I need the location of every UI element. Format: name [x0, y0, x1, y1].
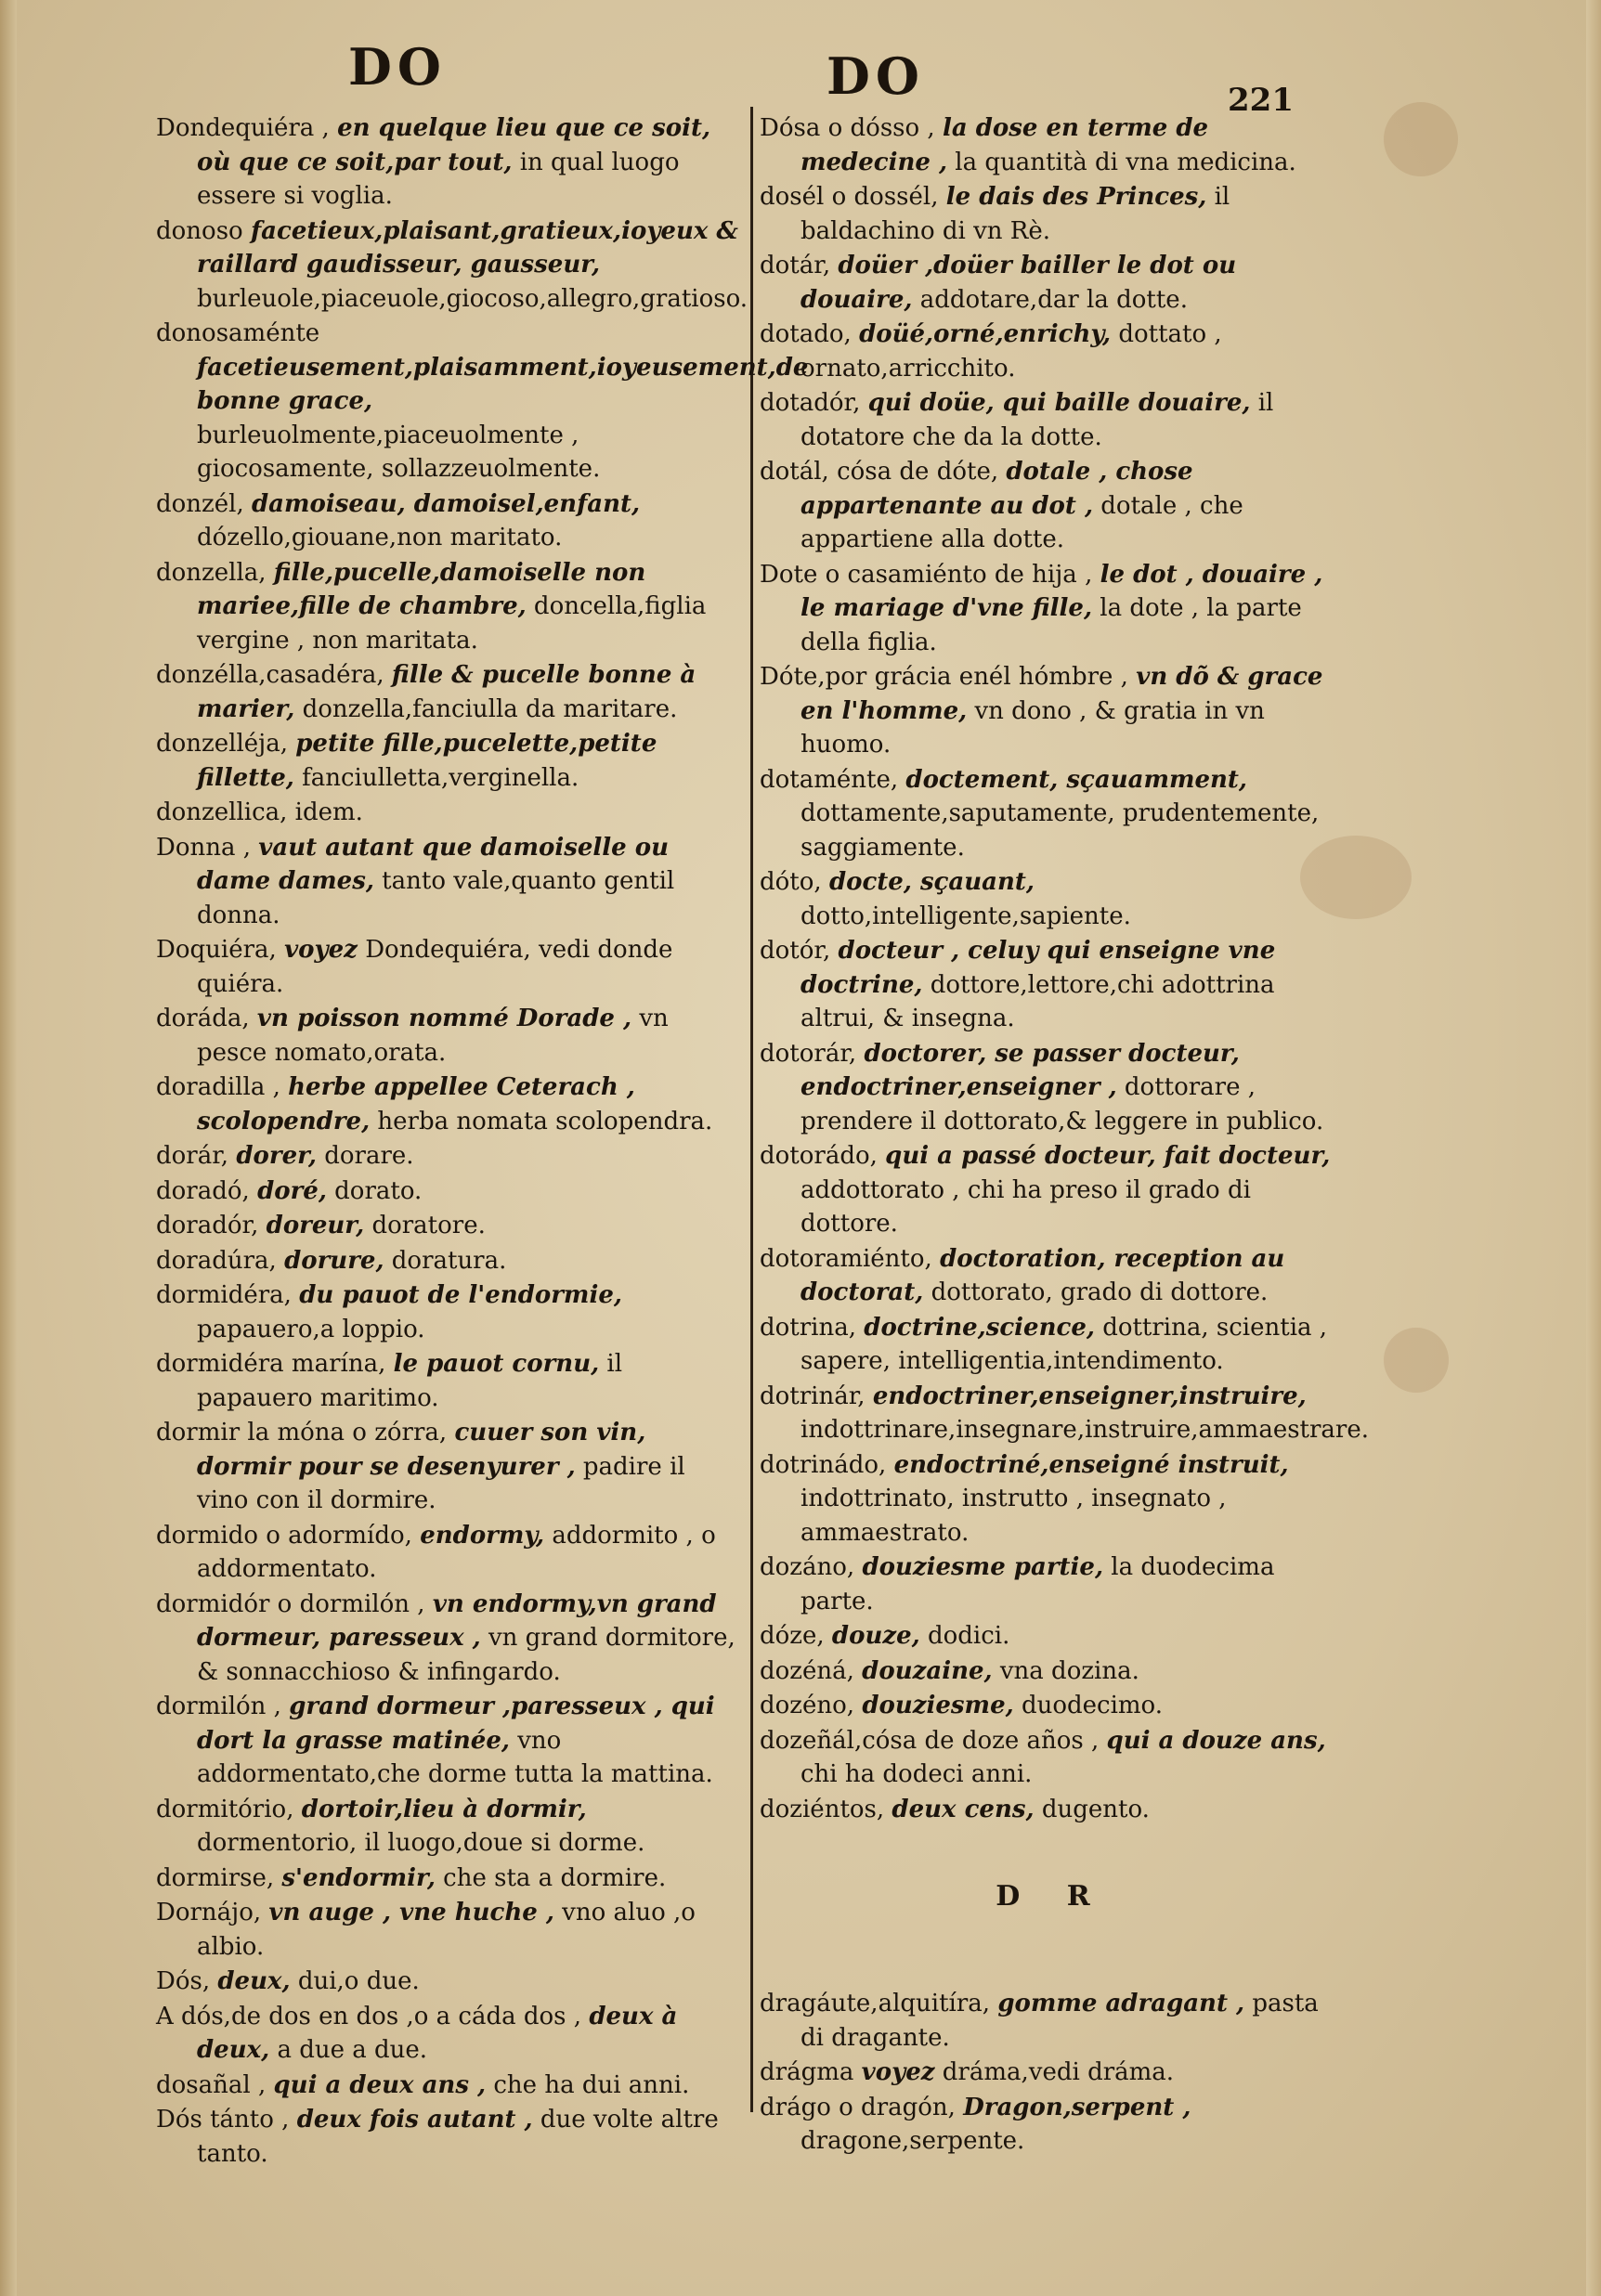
headword: drágo o dragón,: [760, 2093, 956, 2121]
italian-gloss: duodecimo.: [1021, 1692, 1164, 1719]
french-gloss: douze,: [831, 1622, 920, 1650]
headword: donzella,: [156, 558, 267, 587]
dictionary-entry: [156, 933, 741, 1001]
french-gloss: fille & pucelle bonne à marier,: [197, 661, 696, 723]
headword: Dondequiéra ,: [156, 114, 330, 142]
french-gloss: doüer ,doüer bailler le dot ou douaire,: [800, 252, 1237, 314]
headword: doradór,: [156, 1212, 259, 1239]
french-gloss: dotale , chose appartenante au dot ,: [800, 458, 1193, 520]
headword: dozeñál,cósa de doze años ,: [760, 1726, 1100, 1755]
headword: dotaménte,: [760, 765, 899, 794]
dictionary-entry: [760, 1311, 1345, 1379]
headword: Dós tánto ,: [156, 2106, 290, 2134]
headword: dormidór o dormilón ,: [156, 1589, 425, 1618]
italian-gloss: addormito , o addormentato.: [197, 1521, 716, 1583]
dictionary-entry: [760, 1689, 1345, 1723]
italian-gloss: Dondequiéra, vedi donde quiéra.: [197, 936, 673, 998]
dictionary-entry: [156, 1519, 741, 1587]
italian-gloss: dráma,vedi dráma.: [942, 2058, 1175, 2086]
french-gloss: doüé,orné,enrichy,: [859, 320, 1112, 348]
dictionary-entry: [156, 1588, 741, 1690]
headword: dormidéra marína,: [156, 1350, 386, 1378]
italian-gloss: dottorare , prendere il dottorato,& leggere in publico.: [800, 1073, 1324, 1135]
dictionary-entry: [760, 763, 1345, 865]
french-gloss: vn dõ & grace en l'homme,: [800, 663, 1323, 725]
section-heading: D R: [996, 1880, 1109, 1913]
french-gloss: facetieux,plaisant,gratieux,ioyeux & raillard gaudisseur, gausseur,: [197, 216, 738, 279]
headword: Dós,: [156, 1967, 211, 1995]
headword: doziéntos,: [760, 1795, 885, 1823]
dictionary-entry: [156, 1209, 741, 1243]
headword: doradilla ,: [156, 1073, 280, 1101]
italian-gloss: burleuolmente,piaceuolmente , giocosamente, sollazzeuolmente.: [197, 421, 601, 483]
dictionary-entry: [156, 1793, 741, 1861]
italian-gloss: addotare,dar la dotte.: [919, 285, 1188, 314]
dictionary-entry: [760, 318, 1345, 385]
headword: Dote o casamiénto de hija ,: [760, 560, 1093, 589]
italian-gloss: dorare.: [324, 1142, 414, 1170]
dictionary-entry: [760, 1654, 1345, 1689]
headword: dormidéra,: [156, 1281, 292, 1309]
headword: dozáno,: [760, 1553, 855, 1581]
dictionary-entry: [156, 1070, 741, 1138]
french-gloss: vn endormy,vn grand dormeur, paresseux ,: [197, 1589, 717, 1652]
french-gloss: docte, sçauant,: [828, 868, 1035, 896]
french-gloss: voyez: [861, 2058, 935, 2086]
italian-gloss: la duodecima parte.: [800, 1553, 1275, 1615]
italian-gloss: la quantità di vna medicina.: [955, 148, 1296, 176]
page-edge: [1586, 0, 1601, 2296]
french-gloss: Dragon,serpent ,: [963, 2093, 1191, 2121]
italian-gloss: tanto vale,quanto gentil donna.: [197, 867, 675, 929]
column-divider: [750, 107, 753, 2112]
headword: Dósa o dósso ,: [760, 114, 935, 142]
italian-gloss: doratura.: [391, 1246, 507, 1275]
italian-gloss: padire il vino con il dormire.: [197, 1452, 685, 1514]
dictionary-entry: [156, 796, 741, 830]
dictionary-entry: [156, 2069, 741, 2103]
headword: donoso: [156, 216, 243, 245]
dictionary-entry: [760, 1724, 1345, 1792]
french-gloss: endormy,: [420, 1521, 545, 1550]
dictionary-entry: [760, 1448, 1345, 1550]
italian-gloss: vn dono , & gratia in vn huomo.: [800, 696, 1265, 759]
headword: dotoramiénto,: [760, 1244, 932, 1273]
italian-gloss: che ha dui anni.: [493, 2070, 690, 2099]
dictionary-entry: [760, 2056, 1345, 2090]
italian-gloss: herba nomata scolopendra.: [377, 1107, 713, 1135]
italian-gloss: dotale , che appartiene alla dotte.: [800, 491, 1243, 553]
dictionary-entry: [760, 1242, 1345, 1310]
running-head-right: DO: [827, 46, 925, 106]
italian-gloss: dragone,serpente.: [800, 2127, 1025, 2155]
italian-gloss: doncella,figlia vergine , non maritata.: [197, 592, 707, 655]
headword: dosél o dossél,: [760, 183, 939, 211]
dictionary-entry: [760, 249, 1345, 317]
dictionary-entry: [156, 214, 748, 317]
dictionary-entry: [760, 1619, 1345, 1654]
dictionary-entry: [156, 487, 741, 555]
french-gloss: qui a douze ans,: [1106, 1726, 1326, 1755]
french-gloss: facetieusement,plaisamment,ioyeusement,de bonne grace,: [197, 353, 809, 415]
headword: dotór,: [760, 937, 831, 965]
italian-gloss: dorato.: [334, 1176, 423, 1205]
dictionary-entry: [156, 556, 741, 658]
french-gloss: doré,: [257, 1176, 327, 1205]
headword: Dóte,por grácia enél hómbre ,: [760, 663, 1128, 691]
italian-gloss: dottore,lettore,chi adottrina altrui, & insegna.: [800, 970, 1275, 1032]
italian-gloss: il baldachino di vn Rè.: [800, 183, 1230, 245]
headword: dormido o adormído,: [156, 1521, 412, 1550]
french-gloss: endoctriné,enseigné instruit,: [893, 1450, 1289, 1479]
french-gloss: petite fille,pucelette,petite fillette,: [197, 730, 657, 792]
italian-gloss: che sta a dormire.: [443, 1863, 667, 1892]
headword: dotado,: [760, 320, 852, 348]
headword: donosaménte: [156, 319, 320, 347]
french-gloss: doctorer, se passer docteur, endoctriner,enseigner ,: [800, 1039, 1240, 1101]
dictionary-entry: [156, 1861, 741, 1896]
italian-gloss: dotto,intelligente,sapiente.: [800, 902, 1131, 930]
italian-gloss: il dotatore che da la dotte.: [800, 389, 1274, 451]
italian-gloss: due volte altre tanto.: [197, 2106, 719, 2168]
headword: dotár,: [760, 252, 831, 279]
french-gloss: le dot , douaire , le mariage d'vne fille,: [800, 560, 1323, 622]
italian-gloss: dottamente,saputamente, prudentemente, saggiamente.: [800, 799, 1320, 862]
dictionary-entry: [156, 1965, 741, 1999]
italian-gloss: dui,o due.: [297, 1967, 420, 1995]
headword: dotrinádo,: [760, 1450, 887, 1479]
page-binding-shadow: [0, 0, 17, 2296]
french-gloss: douzaine,: [862, 1656, 993, 1685]
dictionary-entry: [760, 1987, 1345, 2055]
french-gloss: vn auge , vne huche ,: [268, 1899, 554, 1926]
italian-gloss: indottrinato, instrutto , insegnato , ammaestrato.: [800, 1485, 1227, 1547]
dictionary-entry: [156, 658, 741, 726]
headword: dragáute,alquitíra,: [760, 1990, 991, 2017]
french-gloss: deux,: [217, 1967, 291, 1995]
running-head-left: DO: [348, 37, 447, 97]
french-gloss: le pauot cornu,: [393, 1350, 600, 1378]
italian-gloss: indottrinare,insegnare,instruire,ammaestrare.: [800, 1416, 1370, 1444]
french-gloss: voyez: [284, 936, 358, 964]
page-number: 221: [1228, 82, 1294, 119]
dictionary-entry: [760, 660, 1345, 762]
dictionary-entry: [760, 1380, 1370, 1447]
french-gloss: qui a deux ans ,: [273, 2070, 487, 2099]
french-gloss: damoiseau, damoisel,enfant,: [251, 489, 641, 518]
dictionary-entry: [760, 386, 1345, 454]
french-gloss: doreur,: [266, 1212, 365, 1239]
french-gloss: deux à deux,: [197, 2002, 678, 2064]
italian-gloss: addottorato , chi ha preso il grado di dottore.: [800, 1175, 1251, 1238]
dictionary-entry: [156, 1690, 741, 1792]
right-column-do-entries: [760, 111, 1370, 1826]
italian-gloss: vn pesce nomato,orata.: [197, 1005, 669, 1067]
italian-gloss: in qual luogo essere si voglia.: [197, 148, 680, 210]
french-gloss: fille,pucelle,damoiselle non mariee,fille de chambre,: [197, 558, 646, 620]
italian-gloss: la dote , la parte della figlia.: [800, 594, 1302, 656]
headword: dormir la móna o zórra,: [156, 1419, 448, 1446]
headword: dotrina,: [760, 1313, 856, 1342]
dictionary-entry: [156, 1002, 741, 1070]
headword: dotorádo,: [760, 1142, 878, 1170]
italian-gloss: fanciulletta,verginella.: [302, 763, 579, 792]
headword: dotál, cósa de dóte,: [760, 458, 999, 486]
dictionary-entry: [760, 2091, 1345, 2159]
headword: dozéno,: [760, 1692, 855, 1719]
italian-gloss: dugento.: [1041, 1795, 1150, 1823]
dictionary-entry: [760, 1139, 1345, 1241]
french-gloss: vn poisson nommé Dorade ,: [256, 1005, 632, 1032]
french-gloss: douziesme partie,: [862, 1553, 1103, 1581]
dictionary-entry: [760, 865, 1345, 933]
italian-gloss: papauero,a loppio.: [197, 1315, 425, 1343]
dictionary-entry: [156, 1278, 741, 1346]
dictionary-entry: [156, 727, 741, 795]
dictionary-entry: [156, 2103, 741, 2171]
headword: dozéná,: [760, 1656, 854, 1685]
french-gloss: gomme adragant ,: [997, 1990, 1245, 2017]
dictionary-entry: [760, 1793, 1345, 1827]
headword: dormitório,: [156, 1795, 294, 1823]
headword: Doquiéra,: [156, 936, 277, 964]
headword: dormirse,: [156, 1863, 275, 1892]
right-column-dr-entries: [760, 1987, 1345, 2159]
italian-gloss: dottrina, scientia , sapere, intelligentia,intendimento.: [800, 1313, 1328, 1375]
dictionary-entry: [760, 934, 1345, 1036]
dictionary-entry: [156, 831, 741, 933]
french-gloss: doctement, sçauamment,: [905, 765, 1247, 794]
dictionary-entry: [156, 111, 741, 214]
french-gloss: doctoration, reception au doctorat,: [800, 1244, 1285, 1306]
headword: donzelléja,: [156, 730, 288, 758]
dictionary-entry: [156, 1174, 741, 1209]
dictionary-entry: [156, 1347, 741, 1415]
french-gloss: dorure,: [284, 1246, 384, 1275]
dictionary-entry: [760, 455, 1345, 557]
french-gloss: cuuer son vin, dormir pour se desenyurer ,: [197, 1419, 646, 1481]
headword: dormilón ,: [156, 1693, 281, 1720]
dictionary-entry: [156, 1139, 741, 1174]
headword: donzél,: [156, 489, 244, 518]
french-gloss: qui a passé docteur, fait docteur,: [885, 1142, 1331, 1170]
italian-gloss: donzella,fanciulla da maritare.: [302, 694, 678, 723]
headword: dorár,: [156, 1142, 229, 1170]
headword: dotadór,: [760, 389, 861, 417]
french-gloss: endoctriner,enseigner,instruire,: [872, 1381, 1307, 1410]
italian-gloss: vno aluo ,o albio.: [197, 1899, 696, 1961]
french-gloss: douziesme,: [862, 1692, 1014, 1719]
headword: dotrinár,: [760, 1381, 866, 1410]
stain: [1384, 102, 1458, 176]
headword: A dós,de dos en dos ,o a cáda dos ,: [156, 2002, 582, 2030]
italian-gloss: dottorato, grado di dottore.: [931, 1278, 1269, 1306]
french-gloss: le dais des Princes,: [945, 183, 1207, 211]
french-gloss: herbe appellee Ceterach , scolopendre,: [197, 1073, 635, 1135]
headword: donzellica,: [156, 798, 288, 826]
italian-gloss: chi ha dodeci anni.: [800, 1760, 1033, 1788]
french-gloss: en quelque lieu que ce soit, où que ce soit,par tout,: [197, 114, 711, 176]
french-gloss: dorer,: [236, 1142, 317, 1170]
headword: dóto,: [760, 868, 822, 896]
italian-gloss: doratore.: [371, 1212, 486, 1239]
french-gloss: deux fois autant ,: [296, 2106, 533, 2134]
dictionary-entry: [156, 1896, 741, 1964]
italian-gloss: dottato , ornato,arricchito.: [800, 320, 1222, 383]
headword: donzélla,casadéra,: [156, 661, 384, 689]
italian-gloss: burleuole,piaceuole,giocoso,allegro,gratioso.: [197, 284, 748, 313]
headword: dosañal ,: [156, 2070, 267, 2099]
dictionary-entry: [760, 111, 1345, 179]
italian-gloss: a due a due.: [277, 2036, 428, 2064]
french-gloss: s'endormir,: [281, 1863, 436, 1892]
italian-gloss: dormentorio, il luogo,doue si dorme.: [197, 1829, 645, 1857]
french-gloss: deux cens,: [892, 1795, 1035, 1823]
right-column: [760, 111, 1370, 2160]
dictionary-entry: [156, 1244, 741, 1278]
headword: Dornájo,: [156, 1899, 262, 1926]
headword: dotorár,: [760, 1039, 857, 1068]
headword: doráda,: [156, 1005, 250, 1032]
french-gloss: qui doüe, qui baille douaire,: [867, 389, 1251, 417]
italian-gloss: dodici.: [927, 1622, 1010, 1650]
french-gloss: docteur , celuy qui enseigne vne doctrine,: [800, 937, 1276, 999]
headword: doradúra,: [156, 1246, 277, 1275]
french-gloss: doctrine,science,: [864, 1313, 1095, 1342]
italian-gloss: idem.: [294, 798, 363, 826]
italian-gloss: pasta di dragante.: [800, 1990, 1319, 2052]
french-gloss: la dose en terme de medecine ,: [800, 114, 1209, 176]
dictionary-entry: [760, 1550, 1345, 1618]
headword: drágma: [760, 2058, 854, 2086]
dictionary-entry: [760, 180, 1345, 248]
dictionary-entry: [156, 2000, 741, 2068]
stain: [1384, 1328, 1449, 1393]
french-gloss: du pauot de l'endormie,: [299, 1281, 622, 1309]
headword: doradó,: [156, 1176, 250, 1205]
italian-gloss: vno addormentato,che dorme tutta la mattina.: [197, 1726, 713, 1788]
french-gloss: grand dormeur ,paresseux , qui dort la grasse matinée,: [197, 1693, 715, 1755]
italian-gloss: il papauero maritimo.: [197, 1350, 623, 1412]
french-gloss: dortoir,lieu à dormir,: [301, 1795, 587, 1823]
dictionary-entry: [760, 558, 1345, 660]
french-gloss: vaut autant que damoiselle ou dame dames,: [197, 833, 669, 895]
dictionary-entry: [156, 1416, 741, 1518]
italian-gloss: vn grand dormitore, & sonnacchioso & infingardo.: [197, 1624, 735, 1686]
italian-gloss: vna dozina.: [999, 1656, 1139, 1685]
headword: Donna ,: [156, 833, 252, 862]
italian-gloss: dózello,giouane,non maritato.: [197, 524, 563, 551]
headword: dóze,: [760, 1622, 825, 1650]
dictionary-entry: [760, 1037, 1345, 1139]
